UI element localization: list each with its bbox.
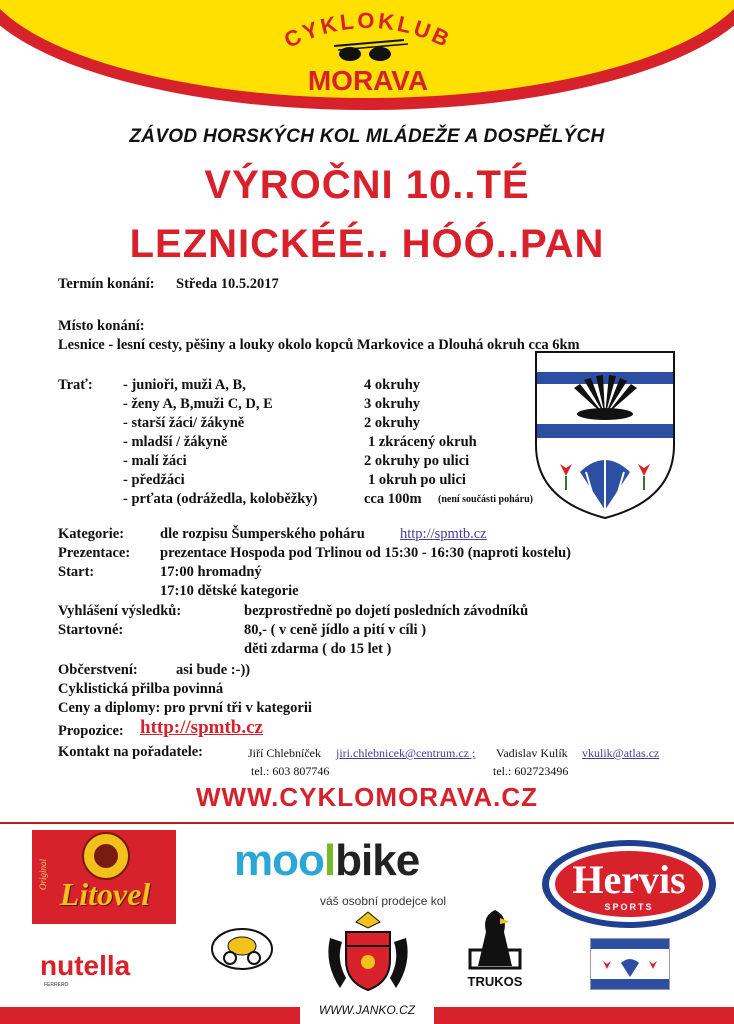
contact-1-phone: tel.: 603 807746	[251, 764, 330, 778]
kategorie-label: Kategorie:	[58, 526, 125, 542]
contact-2-email[interactable]: vkulik@atlas.cz	[582, 746, 660, 760]
trat-note: (není součásti poháru)	[438, 494, 534, 505]
trukos-logo	[460, 906, 530, 996]
vyhlaseni-value: bezprostředně po dojetí posledních závodníků	[244, 603, 529, 619]
trukos-wordmark: TRUKOS	[467, 974, 523, 989]
propozice-link[interactable]: http://spmtb.cz	[140, 717, 263, 738]
trat-category: - starší žáci/ žákyně	[123, 415, 245, 431]
cyclist-badge-icon	[210, 926, 274, 972]
hervis-wordmark: Hervis	[572, 857, 686, 902]
coat-of-arms	[534, 350, 676, 520]
startovne-kids: děti zdarma ( do 15 let )	[244, 641, 392, 657]
kategorie-value: dle rozpisu Šumperského poháru	[160, 526, 365, 542]
hervis-logo	[540, 838, 718, 930]
club-name-line1: CYKLOKLUB	[280, 7, 456, 53]
club-name-line2: MORAVA	[307, 65, 429, 96]
kontakt-label: Kontakt na pořadatele:	[58, 744, 203, 760]
contact-2-name: Vadislav Kulík	[496, 746, 568, 760]
litovel-original: Original	[38, 858, 48, 890]
misto-value: Lesnice - lesní cesty, pěšiny a louky okolo kopců Markovice a Dlouhá okruh cca 6km	[58, 337, 580, 353]
litovel-wordmark: Litovel	[59, 876, 151, 912]
misto-label: Místo konání:	[58, 318, 145, 334]
club-logo	[262, 6, 474, 98]
heraldic-crest-icon	[320, 908, 416, 996]
hervis-sub: SPORTS	[604, 902, 654, 912]
moolbike-logo	[234, 836, 504, 910]
trat-label: Trať:	[58, 377, 93, 393]
trat-category: - ženy A, B,muži C, D, E	[123, 396, 273, 412]
start-label: Start:	[58, 564, 95, 580]
race-subtitle: ZÁVOD HORSKÝCH KOL MLÁDEŽE A DOSPĚLÝCH	[129, 126, 605, 147]
litovel-logo	[32, 830, 176, 924]
litovel-emblem-icon	[82, 832, 130, 880]
startovne-price: 80,- ( v ceně jídlo a pití v cíli )	[244, 622, 427, 638]
contact-1-email[interactable]: jiri.chlebnicek@centrum.cz ;	[336, 746, 476, 760]
kategorie-link[interactable]: http://spmtb.cz	[400, 526, 487, 542]
trat-laps: 1 okruh po ulici	[368, 472, 466, 488]
janko-url[interactable]: WWW.JANKO.CZ	[318, 1003, 416, 1017]
bicycle-icon	[334, 40, 408, 61]
trat-laps: 3 okruhy	[364, 396, 421, 412]
trat-category: - prťata (odrážedla, koloběžky)	[123, 491, 318, 507]
nutella-sub: FERRERO	[44, 982, 69, 988]
helmet-notice: Cyklistická přilba povinná	[58, 681, 224, 697]
vyhlaseni-label: Vyhlášení výsledků:	[58, 603, 182, 619]
trat-laps: 4 okruhy	[364, 377, 421, 393]
prezentace-label: Prezentace:	[58, 545, 131, 561]
divider	[0, 822, 734, 824]
startovne-label: Startovné:	[58, 622, 124, 638]
moolbike-part-a: moo	[234, 836, 324, 885]
moolbike-part-b: l	[323, 836, 336, 885]
termin-label: Termín konání:	[58, 276, 155, 292]
trat-category: - junioři, muži A, B,	[123, 377, 246, 393]
trat-category: - předžáci	[123, 472, 185, 488]
moolbike-part-c: bike	[335, 836, 420, 885]
moolbike-tagline: váš osobní prodejce kol	[320, 894, 447, 908]
trat-laps: 1 zkrácený okruh	[368, 434, 477, 450]
trat-category: - malí žáci	[123, 453, 187, 469]
propozice-label: Propozice:	[58, 723, 124, 739]
race-title-line1: VÝROČNI 10..TÉ	[204, 163, 530, 207]
prezentace-value: prezentace Hospoda pod Trlinou od 15:30 - 16:30 (naproti kostelu)	[160, 545, 571, 561]
start-mass: 17:00 hromadný	[160, 564, 262, 580]
trat-laps: 2 okruhy	[364, 415, 421, 431]
start-kids: 17:10 dětské kategorie	[160, 583, 299, 599]
trat-laps: 2 okruhy po ulici	[364, 453, 470, 469]
termin-value: Středa 10.5.2017	[176, 276, 279, 292]
lesnice-flag-icon	[590, 938, 670, 990]
contact-1-name: Jiří Chlebníček	[248, 746, 321, 760]
obcerstveni-label: Občerstvení:	[58, 662, 138, 678]
trat-category: - mladší / žákyně	[123, 434, 228, 450]
race-title-line2: LEZNICKÉÉ.. HÓÓ..PAN	[129, 222, 605, 266]
contact-2-phone: tel.: 602723496	[493, 764, 569, 778]
website-url[interactable]: WWW.CYKLOMORAVA.CZ	[196, 782, 538, 812]
nutella-logo	[40, 950, 170, 990]
obcerstveni-value: asi bude :-))	[176, 662, 251, 678]
prizes-notice: Ceny a diplomy: pro první tři v kategorii	[58, 700, 312, 716]
nutella-wordmark: nutella	[40, 950, 131, 981]
trat-laps: cca 100m	[364, 491, 422, 507]
